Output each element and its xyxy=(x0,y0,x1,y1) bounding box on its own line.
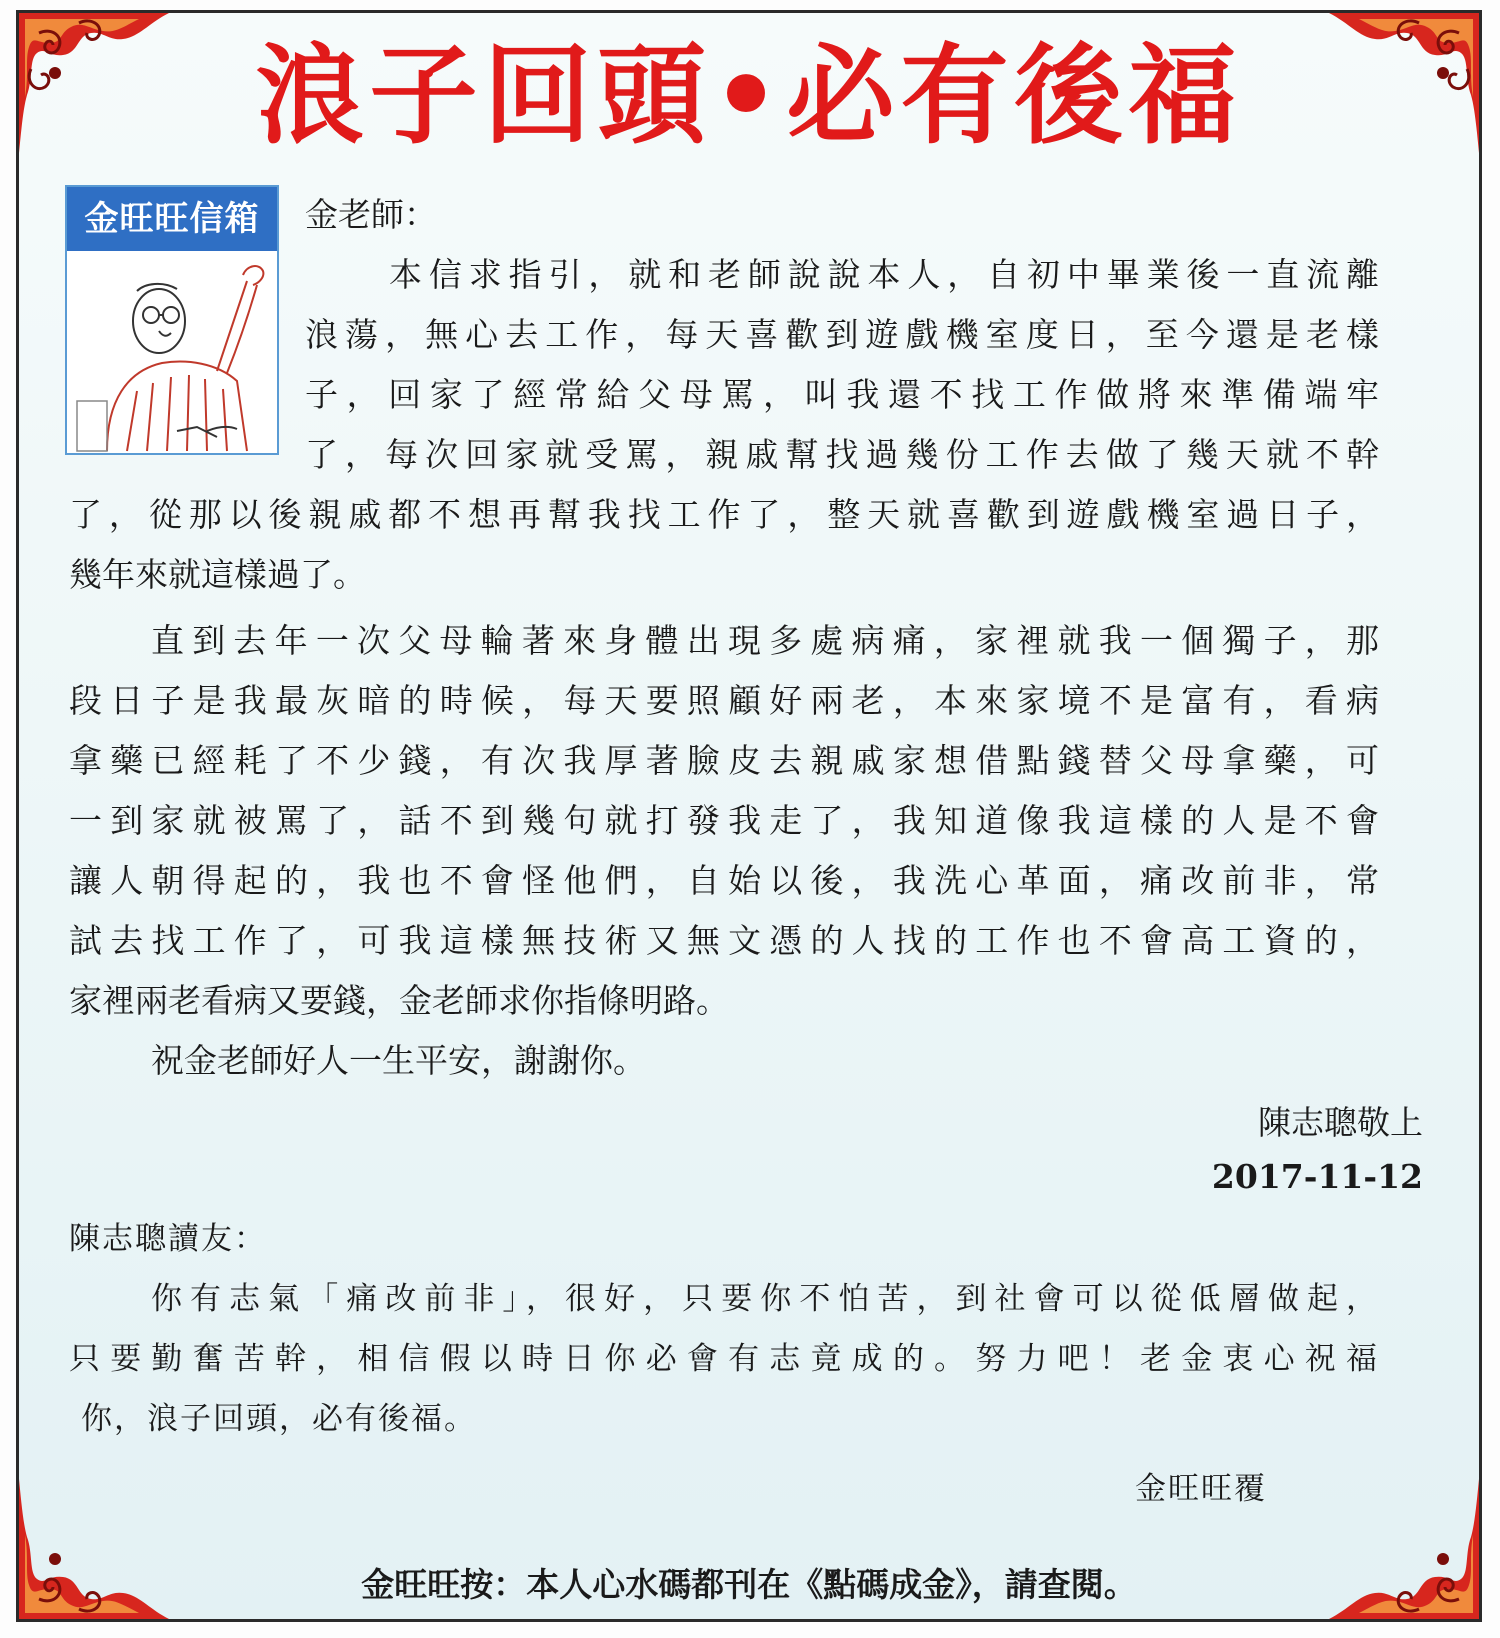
letter-line: 幾年來就這樣過了。 xyxy=(69,555,366,594)
letter-line: 拿藥已經耗了不少錢，有次我厚著臉皮去親戚家想借點錢替父母拿藥，可 xyxy=(69,741,1379,780)
letter-line: 了，從那以後親戚都不想再幫我找工作了，整天就喜歡到遊戲機室過日子， xyxy=(69,495,1379,534)
letter-closing: 祝金老師好人一生平安，謝謝你。 xyxy=(151,1041,646,1080)
letter-frame xyxy=(16,10,1482,1622)
letter-line: 直到去年一次父母輪著來身體出現多處病痛，家裡就我一個獨子，那 xyxy=(151,621,1379,660)
reply-line: 只要勤奮苦幹，相信假以時日你必會有志竟成的。努力吧！老金衷心祝福 xyxy=(69,1341,1379,1377)
reply-line: 你有志氣「痛改前非」，很好，只要你不怕苦，到社會可以從低層做起， xyxy=(151,1281,1379,1317)
letter-line: 讓人朝得起的，我也不會怪他們，自始以後，我洗心革面，痛改前非，常 xyxy=(69,861,1379,900)
reply-salutation: 陳志聰讀友： xyxy=(69,1221,267,1257)
reply-line: 你，浪子回頭，必有後福。 xyxy=(81,1401,477,1437)
letter-line: 家裡兩老看病又要錢，金老師求你指條明路。 xyxy=(69,981,729,1020)
footer-note: 金旺旺按：本人心水碼都刊在《點碼成金》，請查閱。 xyxy=(361,1565,1137,1604)
letter-signature: 陳志聰敬上 xyxy=(1258,1103,1423,1142)
letter-line: 一到家就被罵了，話不到幾句就打發我走了，我知道像我這樣的人是不會 xyxy=(69,801,1379,840)
column-logo-label: 金旺旺信箱 xyxy=(67,187,277,251)
letter-line: 本信求指引，就和老師說說本人，自初中畢業後一直流離 xyxy=(389,255,1379,294)
letter-line: 子，回家了經常給父母罵，叫我還不找工作做將來準備端牢 xyxy=(305,375,1379,414)
letter-line: 浪蕩，無心去工作，每天喜歡到遊戲機室度日，至今還是老樣 xyxy=(305,315,1379,354)
page-title: 浪子回頭•必有後福 xyxy=(255,34,1243,159)
teacher-illustration-icon xyxy=(67,251,277,453)
reply-signature: 金旺旺覆 xyxy=(1135,1471,1267,1507)
letter-line: 段日子是我最灰暗的時候，每天要照顧好兩老，本來家境不是富有，看病 xyxy=(69,681,1379,720)
letter-date: 2017-11-12 xyxy=(1211,1157,1423,1196)
column-logo xyxy=(65,185,279,455)
letter-line: 了，每次回家就受罵，親戚幫找過幾份工作去做了幾天就不幹 xyxy=(305,435,1379,474)
letter-salutation: 金老師： xyxy=(305,195,437,234)
letter-line: 試去找工作了，可我這樣無技術又無文憑的人找的工作也不會高工資的， xyxy=(69,921,1379,960)
